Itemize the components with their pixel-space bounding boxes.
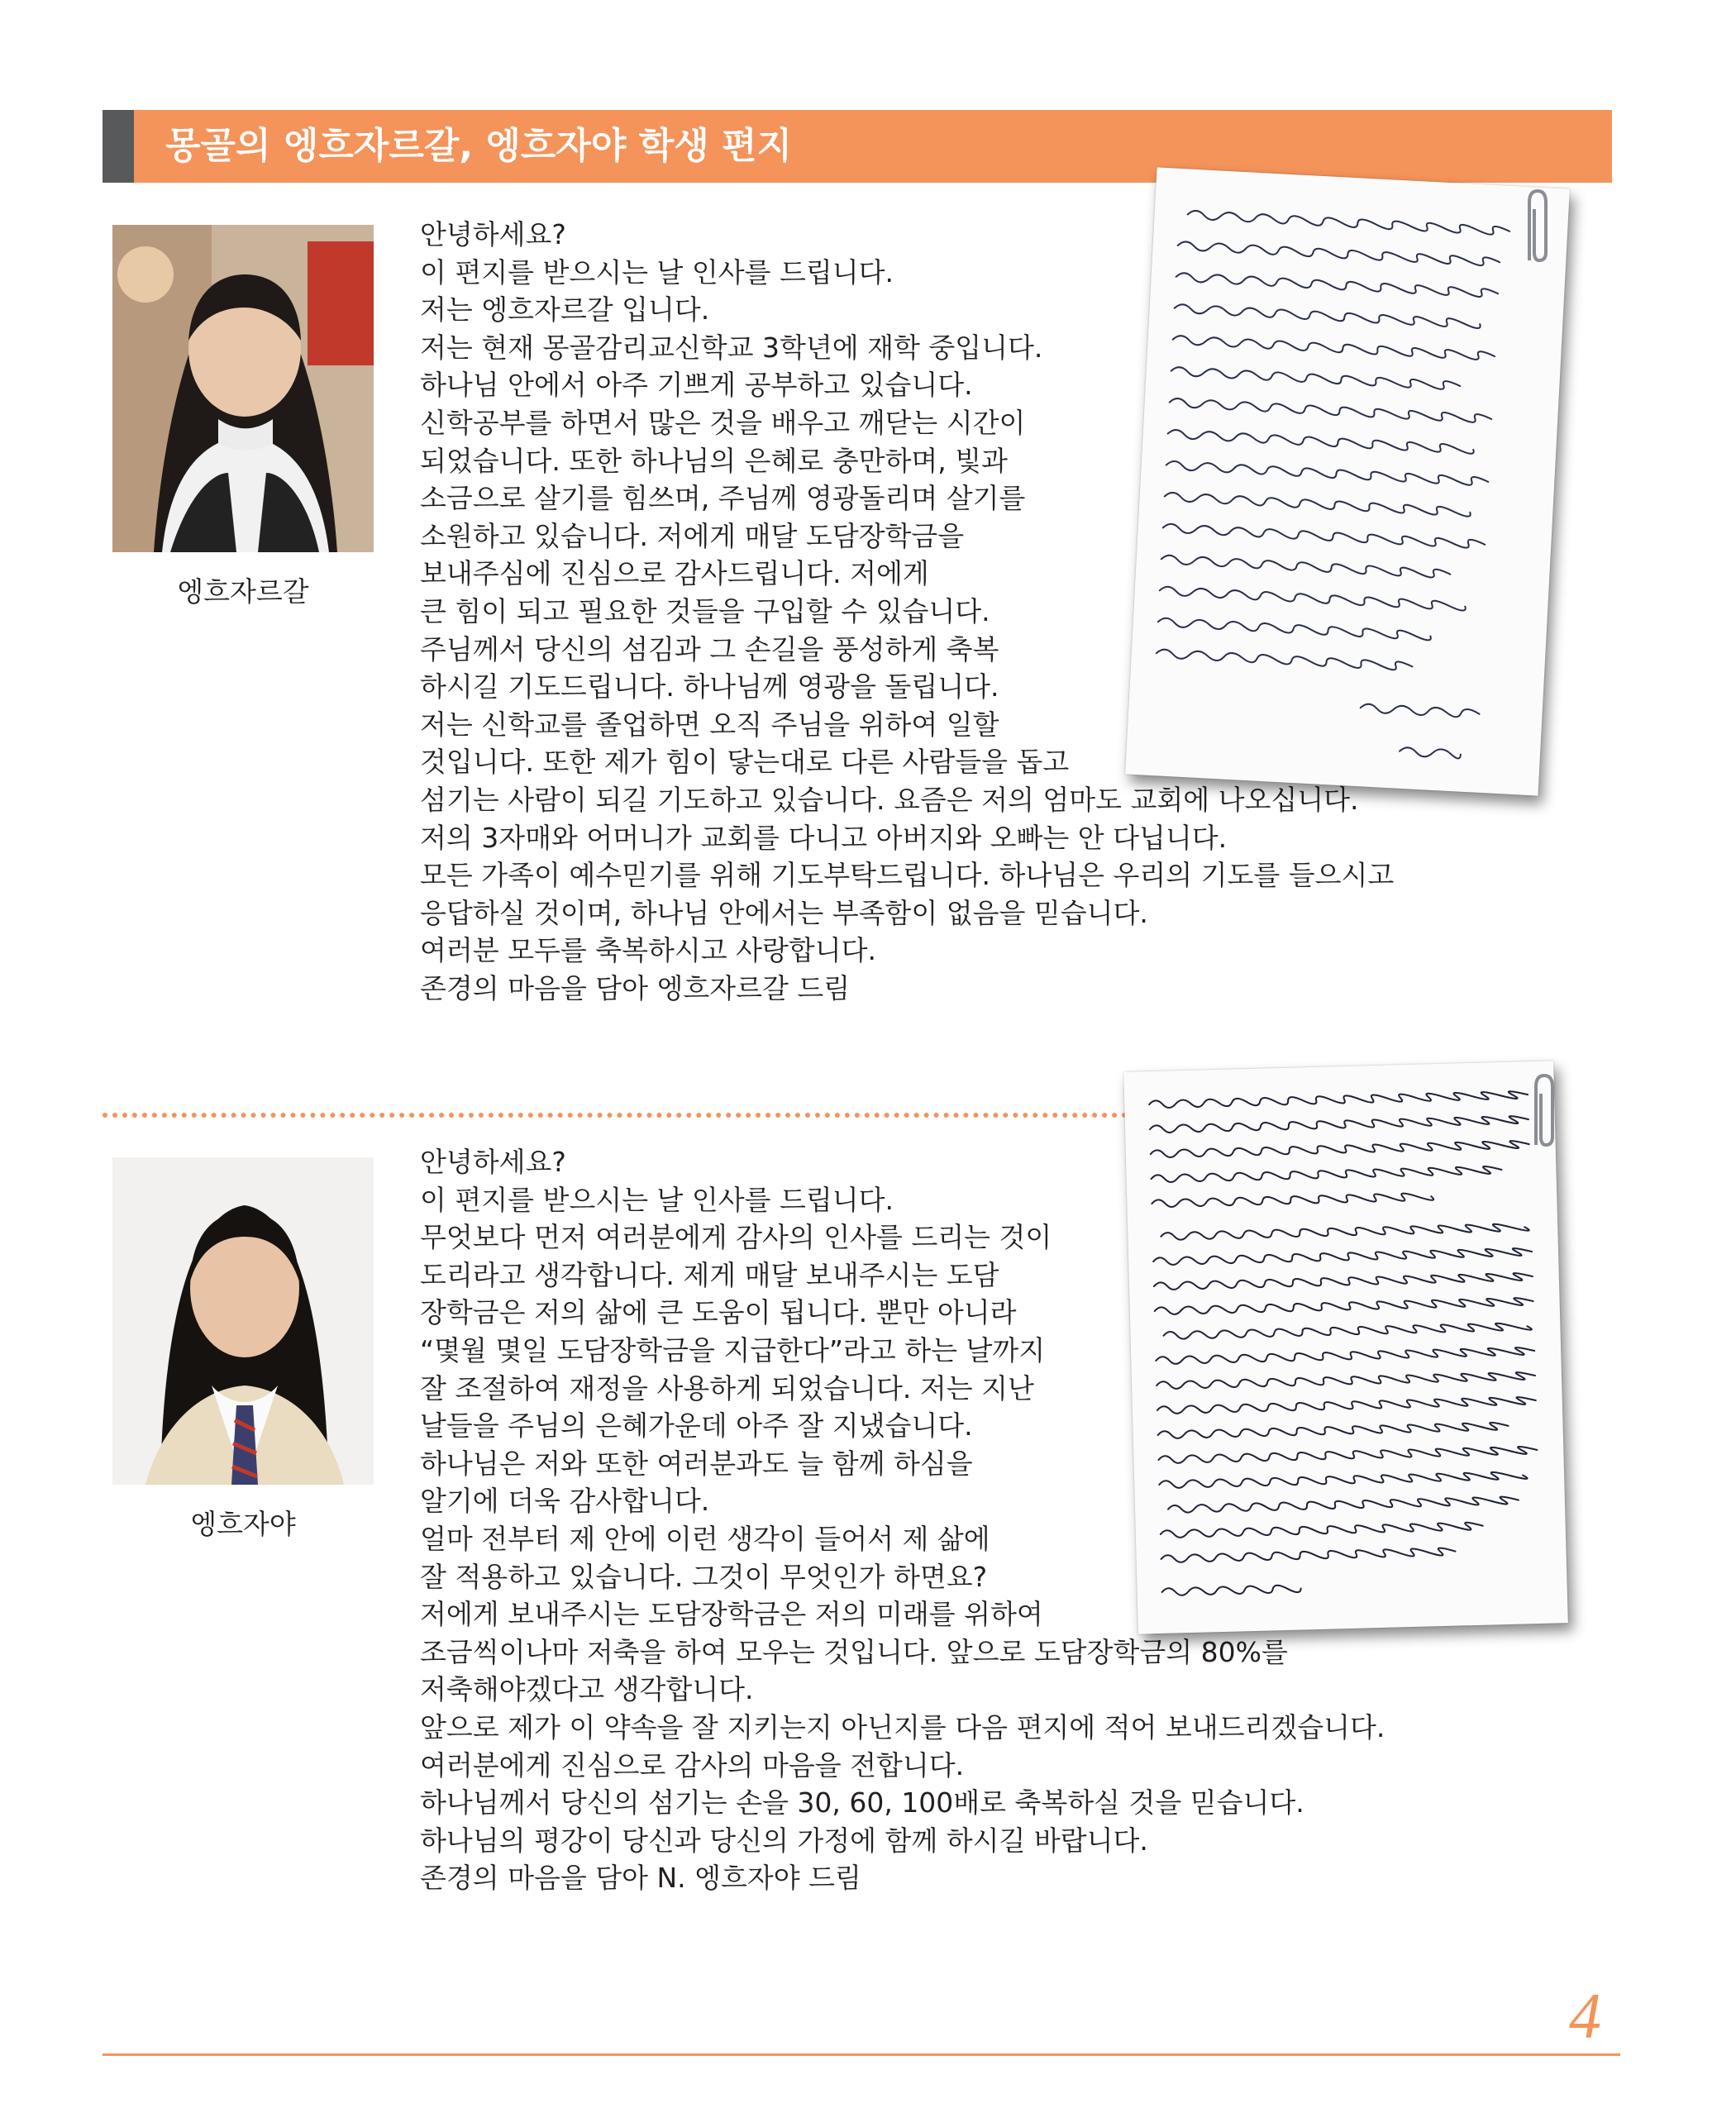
letter-line: 보내주심에 진심으로 감사드립니다. 저에게	[420, 557, 929, 590]
letter-line: 것입니다. 또한 제가 힘이 닿는대로 다른 사람들을 돕고	[420, 746, 1070, 779]
letter-line: 알기에 더욱 감사합니다.	[420, 1485, 710, 1518]
section-header-accent	[103, 110, 134, 183]
student-name-caption: 엥흐자르갈	[177, 575, 309, 608]
letter-line: 하나님 안에서 아주 기쁘게 공부하고 있습니다.	[420, 369, 973, 402]
letter-line: 섬기는 사람이 되길 기도하고 있습니다. 요즘은 저의 엄마도 교회에 나오십니다.	[420, 783, 1359, 816]
letter-line: 주님께서 당신의 섬김과 그 손길을 풍성하게 축복	[420, 632, 999, 665]
letter-line: 도리라고 생각합니다. 제게 매달 보내주시는 도담	[420, 1258, 999, 1291]
letter-line: 저에게 보내주시는 도담장학금은 저의 미래를 위하여	[420, 1598, 1043, 1631]
paperclip-icon	[1521, 186, 1554, 272]
student-photo-enkhzaya	[112, 1157, 374, 1485]
letter-line: 모든 가족이 예수믿기를 위해 기도부탁드립니다. 하나님은 우리의 기도를 들으시고	[420, 859, 1395, 892]
letter-line: “몇월 몇일 도담장학금을 지급한다”라고 하는 날까지	[420, 1333, 1046, 1366]
letter-line: 조금씩이나마 저축을 하여 모우는 것입니다. 앞으로 도담장학금의 80%를	[420, 1635, 1288, 1668]
letter-line: 큰 힘이 되고 필요한 것들을 구입할 수 있습니다.	[420, 594, 990, 627]
letter-line: 신학공부를 하면서 많은 것을 배우고 깨닫는 시간이	[420, 406, 1026, 439]
letter-line: 존경의 마음을 담아 N. 엥흐자야 드림	[420, 1862, 861, 1895]
student-photo-enkhjargal	[112, 225, 374, 552]
paperclip-icon	[1528, 1071, 1561, 1157]
letter-line: 장학금은 저의 삶에 큰 도움이 됩니다. 뿐만 아니라	[420, 1296, 1017, 1329]
letter-line: 저는 신학교를 졸업하면 오직 주님을 위하여 일할	[420, 708, 999, 741]
handwritten-letter-image	[1123, 1061, 1568, 1633]
letter-line: 되었습니다. 또한 하나님의 은혜로 충만하며, 빛과	[420, 444, 1008, 477]
letter-line: 소금으로 살기를 힘쓰며, 주님께 영광돌리며 살기를	[420, 482, 1026, 515]
letter-line: 날들을 주님의 은혜가운데 아주 잘 지냈습니다.	[420, 1409, 973, 1443]
letter-line: 잘 조절하여 재정을 사용하게 되었습니다. 저는 지난	[420, 1371, 1034, 1405]
section-title: 몽골의 엥흐자르갈, 엥흐자야 학생 편지	[165, 125, 793, 167]
letter-line: 저축해야겠다고 생각합니다.	[420, 1673, 754, 1706]
handwritten-letter-image	[1125, 167, 1570, 795]
letter-line: 하나님의 평강이 당신과 당신의 가정에 함께 하시길 바랍니다.	[420, 1824, 1148, 1857]
letter-line: 이 편지를 받으시는 날 인사를 드립니다.	[420, 1183, 894, 1216]
section-divider	[103, 1113, 1157, 1118]
letter-line: 앞으로 제가 이 약속을 잘 지키는지 아닌지를 다음 편지에 적어 보내드리겠습니다.	[420, 1710, 1385, 1743]
letter-line: 응답하실 것이며, 하나님 안에서는 부족함이 없음을 믿습니다.	[420, 896, 1148, 929]
handwriting-scribble	[1123, 1061, 1568, 1633]
letter-line: 하시길 기도드립니다. 하나님께 영광을 돌립니다.	[420, 670, 999, 703]
letter-line: 여러분에게 진심으로 감사의 마음을 전합니다.	[420, 1748, 965, 1781]
letter-line: 하나님께서 당신의 섬기는 손을 30, 60, 100배로 축복하실 것을 믿습니다.	[420, 1786, 1304, 1819]
student-name-caption: 엥흐자야	[190, 1508, 296, 1540]
letter-line: 저는 엥흐자르갈 입니다.	[420, 293, 710, 327]
letter-line: 소원하고 있습니다. 저에게 매달 도담장학금을	[420, 519, 965, 552]
letter-line: 안녕하세요?	[420, 1146, 566, 1178]
letter-line: 여러분 모두를 축복하시고 사랑합니다.	[420, 934, 877, 967]
letter-line: 존경의 마음을 담아 엥흐자르갈 드림	[420, 971, 851, 1004]
letter-line: 잘 적용하고 있습니다. 그것이 무엇인가 하면요?	[420, 1560, 988, 1593]
letter-line: 이 편지를 받으시는 날 인사를 드립니다.	[420, 255, 894, 289]
footer-rule	[103, 2053, 1620, 2056]
letter-line: 하나님은 저와 또한 여러분과도 늘 함께 하심을	[420, 1447, 973, 1480]
letter-line: 안녕하세요?	[420, 218, 566, 250]
letter-line: 무엇보다 먼저 여러분에게 감사의 인사를 드리는 것이	[420, 1221, 1052, 1254]
letter-line: 저의 3자매와 어머니가 교회를 다니고 아버지와 오빠는 안 다닙니다.	[420, 821, 1228, 854]
handwriting-scribble	[1125, 167, 1570, 795]
letter-line: 얼마 전부터 제 안에 이런 생각이 들어서 제 삶에	[420, 1522, 990, 1555]
letter-line: 저는 현재 몽골감리교신학교 3학년에 재학 중입니다.	[420, 331, 1043, 364]
page-number: 4	[1569, 1980, 1601, 2052]
